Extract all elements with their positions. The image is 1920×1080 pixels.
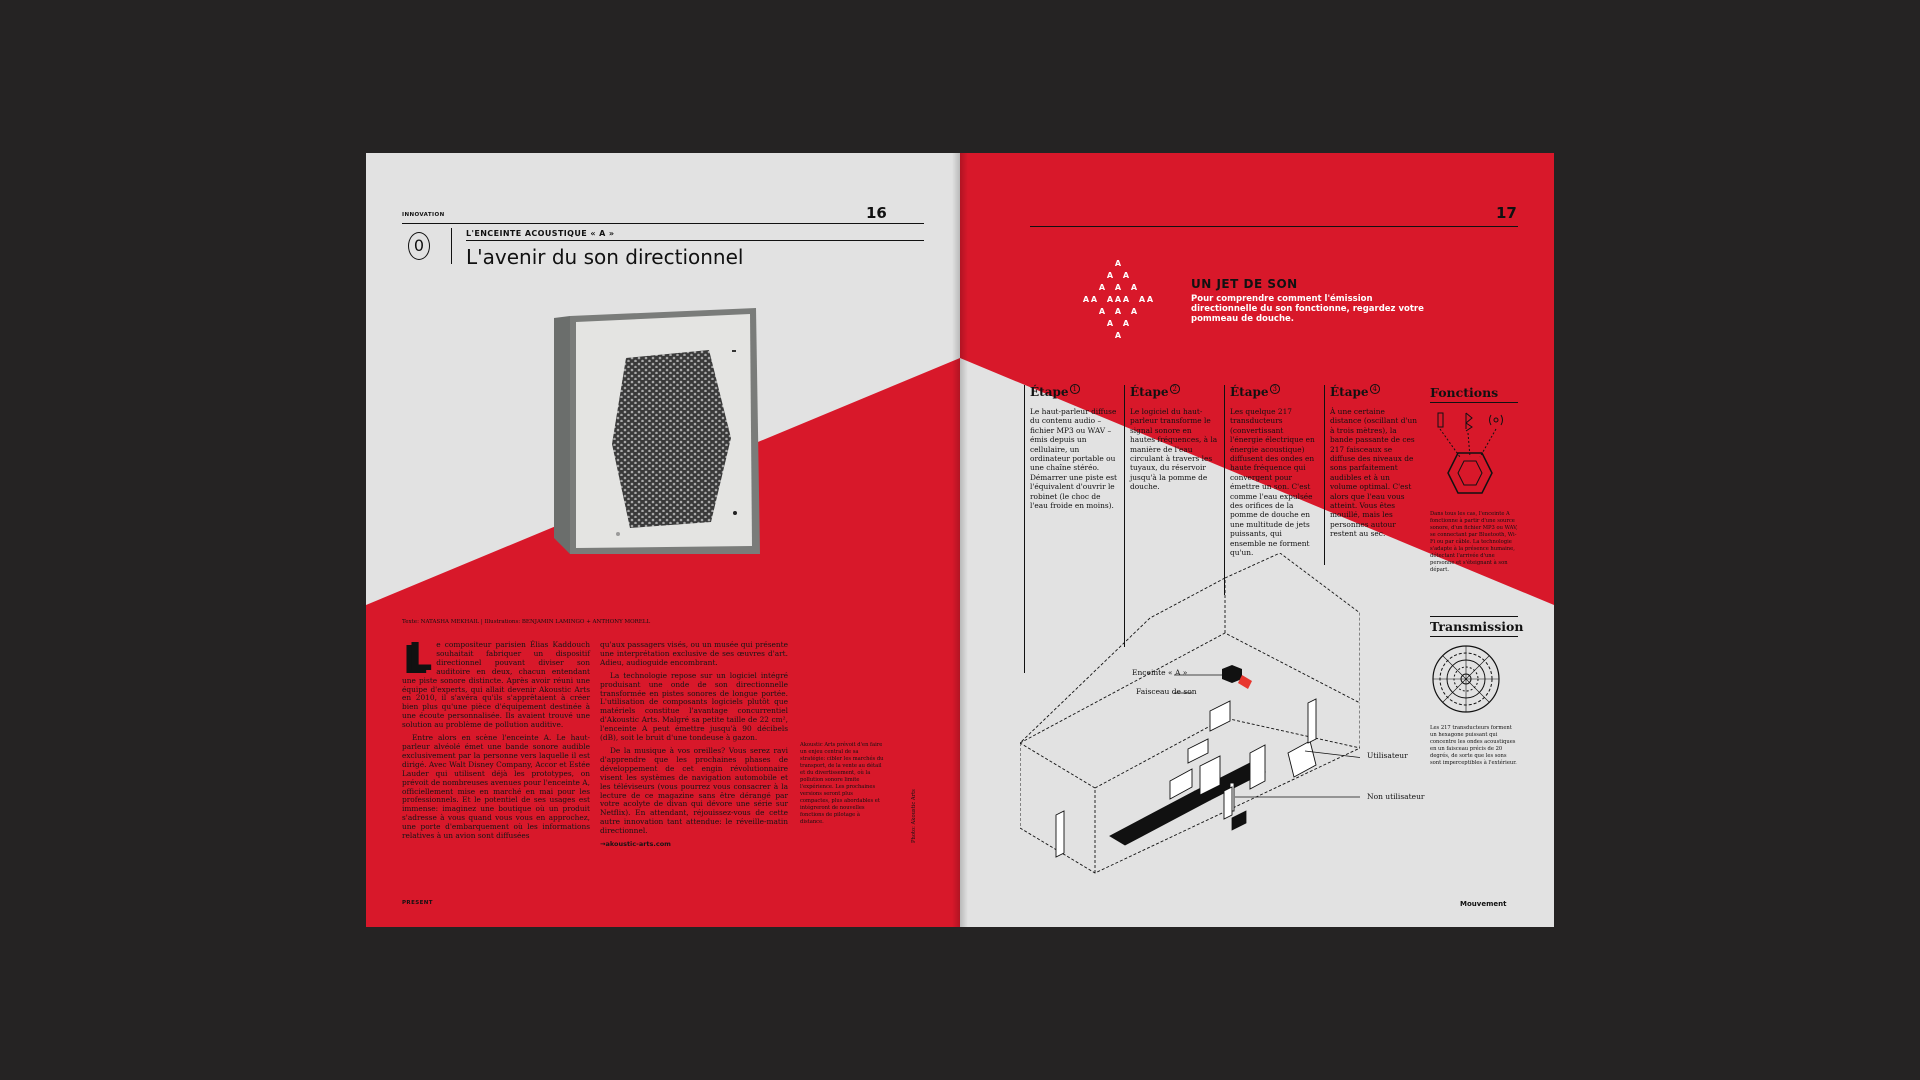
paragraph: qu'aux passagers visés, ou un musée qui présente une interprétation exclusive de ses œuvres d'art. Adieu, audioguide encombrant. [600,640,788,667]
left-page [366,153,960,927]
fonctions-icons [1430,409,1518,505]
section-subheading: Pour comprendre comment l'émission directionnelle du son fonctionne, regardez votre pommeau de douche. [1191,294,1424,324]
step-title: Étape [1330,385,1369,399]
header-rule [402,223,924,224]
svg-text:A: A [1114,259,1122,268]
svg-text:A: A [1106,319,1114,328]
step-number: 3 [1270,384,1280,394]
svg-text:A: A [1082,295,1090,304]
credits-line: Texte: NATASHA MEKHAIL | Illustrations: BENJAMIN LAMINGO + ANTHONY MORELL [402,619,651,625]
body-column-1 [402,635,590,845]
svg-text:A: A [1114,331,1122,340]
label-user: Utilisateur [1367,751,1408,760]
svg-text:A: A [1122,319,1130,328]
step-1 [1030,385,1118,510]
step-number: 2 [1170,384,1180,394]
gutter-shadow [952,153,968,927]
svg-text:A: A [1130,307,1138,316]
drop-cap: L [408,635,433,679]
paragraph: De la musique à vos oreilles? Vous serez ravi d'apprendre que les prochaines phases de développement de cet engin révolutionnaire visent les systèmes de navigation automobile et les téléviseurs (vous pourrez vous consacrer à la lecture de ce magazine sans être dérangé par votre acolyte de divan qui dévore une série sur Netflix). En attendant, réjouissez-vous de cette autre innovation tant attendue: le réveille-matin directionnel. [600,745,788,836]
magazine-spread [366,153,1554,927]
section-label: INNOVATION [402,212,445,218]
step-divider [1324,385,1325,565]
transmission-rule [1430,636,1518,637]
step-4 [1330,385,1418,539]
isometric-room-diagram [1020,553,1360,883]
category-letter: 0 [413,236,425,255]
step-title: Étape [1030,385,1069,399]
fonctions-text: Dans tous les cas, l'enceinte A fonctionne à partir d'une source sonore, d'un fichier MP3 ou WAV, se connectant par Bluetooth, Wi-Fi ou par câble. La technologie s'adapte à la présence humaine, détectant l'arrivée d'une personne et s'éteignant à son départ. [1430,511,1518,573]
right-page [960,153,1554,927]
sidebar-note: Akoustic Arts prévoit d'en faire un enjeu central de sa stratégie: cibler les marchés du transport, de la vente au détail et du divertissement, où la pollution sonore limite l'expérience. Les prochaines versions seront plus compactes, plus abordables et intégreront de nouvelles fonctions de pilotage à distance. [800,742,884,825]
fonctions-rule [1430,402,1518,403]
svg-text:A: A [1138,295,1146,304]
svg-text:A: A [1090,295,1098,304]
step-title: Étape [1130,385,1169,399]
paragraph: La technologie repose sur un logiciel intégré produisant une onde de son directionnelle transformée en pistes sonores de longue portée. L'utilisation de composants logiciels plutôt que matériels constitue l'avantage concurrentiel d'Akoustic Arts. Malgré sa petite taille de 22 cm², l'enceinte A peut émettre jusqu'à 90 décibels (dB), soit le bruit d'une tondeuse à gazon. [600,670,788,743]
transmission-top-rule [1430,616,1518,617]
speaker-product-image [546,308,776,568]
transmission-rings-icon [1430,643,1518,717]
fonctions-title: Fonctions [1430,385,1499,400]
svg-text:A: A [1114,295,1122,304]
title-divider [451,228,452,264]
kicker: L'ENCEINTE ACOUSTIQUE « A » [466,229,615,238]
svg-text:A: A [1098,283,1106,292]
svg-text:A: A [1122,271,1130,280]
diamond-logo-icon [1080,257,1156,341]
photo-credit: Photo: Akoustic Arts [911,789,917,843]
step-text: Le haut-parleur diffuse du contenu audio – fichier MP3 ou WAV – émis depuis un cellulaire, un ordinateur portable ou une chaîne stéréo. Démarrer une piste est l'équivalent d'ouvrir le robinet (le choc de l'eau froide en moins). [1030,407,1117,511]
svg-text:A: A [1114,307,1122,316]
step-text: Le logiciel du haut-parleur transforme le signal sonore en hautes fréquences, à la manière de l'eau circulant à travers les tuyaux, du réservoir jusqu'à la pomme de douche. [1130,407,1218,492]
transmission-title: Transmission [1430,619,1524,634]
svg-text:A: A [1130,283,1138,292]
transmission-text: Les 217 transducteurs forment un hexagone puissant qui concentre les ondes acoustiques en un faisceau précis de 20 degrés, de sorte que les sons sont imperceptibles à l'extérieur. [1430,725,1517,766]
category-badge [408,232,430,260]
step-text: Les quelque 217 transducteurs (convertissant l'énergie électrique en énergie acoustique) diffusent des ondes en haute fréquence qui convergent pour émettre un son. C'est comme l'eau expulsée des orifices de la pomme de douche en une multitude de jets puissants, qui ensemble ne forment qu'un. [1230,407,1315,558]
page-number-left: 16 [866,204,887,222]
step-title: Étape [1230,385,1269,399]
transmission-box [1430,616,1524,767]
step-2 [1130,385,1218,492]
svg-text:A: A [1146,295,1154,304]
kicker-rule [466,240,924,241]
svg-text:A: A [1106,295,1114,304]
svg-text:A: A [1106,271,1114,280]
section-heading: UN JET DE SON [1191,277,1298,291]
step-number: 1 [1070,384,1080,394]
website-link[interactable]: →akoustic-arts.com [600,840,671,849]
step-text: À une certaine distance (oscillant d'un à trois mètres), la bande passante de ces 217 faisceaux se diffuse des niveaux de sons parfaitement audibles et à un volume optimal. C'est alors que l'eau vous atteint. Vous êtes mouillé, mais les personnes autour restent au sec. [1330,407,1418,539]
page-title: L'avenir du son directionnel [466,245,744,269]
footer-left: PRESENT [402,900,433,906]
svg-text:A: A [1098,307,1106,316]
header-rule [1030,226,1518,227]
body-column-2 [600,641,788,853]
label-speaker: Enceinte « A » [1132,668,1188,677]
label-non-user: Non utilisateur [1367,792,1425,801]
svg-text:A: A [1122,295,1130,304]
paragraph: e compositeur parisien Élias Kaddouch souhaitait fabriquer un dispositif directionnel pouvant diviser son auditoire en deux, chacun entendant une piste sonore distincte. Après avoir réuni une équipe d'experts, qui allait devenir Akoustic Arts en 2010, il s'avéra qu'ils s'apprêtaient à créer bien plus qu'une pièce d'équipement destinée à une écoute personnalisée. Ils avaient trouvé une solution au problème de pollution auditive. [402,640,590,730]
paragraph: Entre alors en scène l'enceinte A. Le haut-parleur alvéolé émet une bande sonore audible exclusivement par la personne vers laquelle il est dirigé. Avec Walt Disney Company, Accor et Estée Lauder qui utilisent déjà les prototypes, on prévoit de nombreuses avenues pour l'enceinte A, officiellement mise en marché en mai pour les professionnels. Et le potentiel de ses usages est immense: imaginez une boutique où un produit s'adresse à vous quand vous vous en approchez, une porte d'embarquement où les informations relatives à un avion sont diffusées [402,733,590,841]
svg-text:A: A [1114,283,1122,292]
label-beam: Faisceau de son [1136,687,1197,696]
page-number-right: 17 [1496,204,1517,222]
footer-right: Mouvement [1460,900,1507,908]
step-number: 4 [1370,384,1380,394]
step-3 [1230,385,1318,558]
fonctions-box [1430,385,1518,574]
